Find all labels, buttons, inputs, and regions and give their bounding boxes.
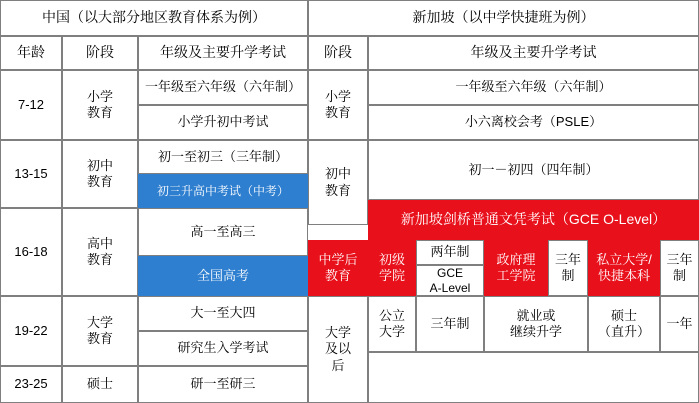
- cn-stage-senior-line2: 教育: [86, 252, 113, 267]
- cn-stage-senior: [62, 208, 138, 296]
- header-grades-sg: 年级及主要升学考试: [368, 36, 699, 70]
- cn-stage-junior-line2: 教育: [86, 174, 113, 189]
- cn-university-exam: 研究生入学考试: [138, 331, 308, 366]
- cn-stage-primary: [62, 70, 138, 140]
- sg-higher-line3: 后: [331, 357, 345, 373]
- cn-stage-primary-line2: 教育: [86, 105, 113, 120]
- sg-poly-line2: 工学院: [496, 268, 536, 283]
- sg-jc-exam: [416, 265, 484, 296]
- sg-jc-line2: 学院: [378, 268, 405, 283]
- sg-primary-grades: 一年级至六年级（六年制）: [368, 70, 699, 105]
- cn-junior-exam: 初三升高中考试（中考）: [138, 174, 308, 208]
- cn-senior-grades: 高一至高三: [138, 208, 308, 256]
- sg-private-years: [660, 240, 699, 296]
- sg-jc-line1: 初级: [378, 251, 405, 267]
- sg-post-secondary-line1: 中学后: [318, 251, 358, 267]
- sg-higher-line1: 大学: [324, 325, 351, 341]
- cn-university-grades: 大一至大四: [138, 296, 308, 331]
- sg-master-line2: （直升）: [597, 324, 650, 339]
- cn-primary-grades: 一年级至六年级（六年制）: [138, 70, 308, 105]
- sg-poly-years: [548, 240, 588, 296]
- sg-polytechnic: [484, 240, 548, 296]
- sg-stage-primary: [308, 70, 368, 140]
- sg-jc-years: 两年制: [416, 240, 484, 265]
- sg-stage-primary-line1: 小学: [324, 88, 351, 104]
- age-master: 23-25: [0, 366, 62, 403]
- sg-poly-years-line1: 三年: [554, 251, 581, 267]
- sg-gce-olevel: 新加坡剑桥普通文凭考试（GCE O-Level）: [368, 200, 699, 240]
- sg-public-uni-line1: 公立: [378, 307, 405, 323]
- sg-stage-junior-line1: 初中: [324, 166, 351, 182]
- sg-master-years: 一年: [660, 296, 699, 352]
- sg-master: [588, 296, 660, 352]
- sg-employment: [484, 296, 588, 352]
- age-primary: 7-12: [0, 70, 62, 140]
- sg-jc-exam-line2: A-Level: [429, 280, 471, 295]
- sg-public-uni-years: 三年制: [416, 296, 484, 352]
- sg-private-line1: 私立大学/: [596, 251, 652, 267]
- sg-bottom-filler: [368, 352, 699, 403]
- cn-stage-university-line1: 大学: [86, 314, 113, 330]
- cn-stage-junior-line1: 初中: [86, 157, 113, 173]
- cn-stage-senior-line1: 高中: [86, 235, 113, 251]
- sg-stage-junior: [308, 140, 368, 225]
- sg-junior-college: [368, 240, 416, 296]
- sg-stage-post-secondary: [308, 240, 368, 296]
- cn-stage-primary-line1: 小学: [86, 88, 113, 104]
- sg-poly-years-line2: 制: [561, 268, 575, 283]
- cn-primary-exam: 小学升初中考试: [138, 105, 308, 140]
- singapore-title: 新加坡（以中学快捷班为例）: [308, 0, 699, 36]
- sg-higher-line2: 及以: [324, 341, 351, 357]
- cn-master-grades: 研一至研三: [138, 366, 308, 403]
- sg-employment-line2: 继续升学: [509, 324, 562, 339]
- sg-jc-exam-line1: GCE: [436, 265, 463, 280]
- sg-private-years-line1: 三年: [666, 251, 693, 267]
- cn-stage-master: 硕士: [62, 366, 138, 403]
- cn-junior-grades: 初一至初三（三年制）: [138, 140, 308, 174]
- cn-stage-university: [62, 296, 138, 366]
- sg-stage-primary-line2: 教育: [324, 105, 351, 120]
- china-title: 中国（以大部分地区教育体系为例）: [0, 0, 308, 36]
- sg-private-line2: 快捷本科: [597, 268, 650, 283]
- header-stage-cn: 阶段: [62, 36, 138, 70]
- sg-junior-grades: 初一－初四（四年制）: [368, 140, 699, 200]
- sg-employment-line1: 就业或: [516, 307, 556, 323]
- sg-public-university: [368, 296, 416, 352]
- sg-stage-junior-line2: 教育: [324, 182, 351, 198]
- cn-stage-university-line2: 教育: [86, 331, 113, 346]
- header-stage-sg: 阶段: [308, 36, 368, 70]
- age-junior: 13-15: [0, 140, 62, 208]
- sg-public-uni-line2: 大学: [378, 324, 405, 339]
- sg-primary-exam: 小六离校会考（PSLE）: [368, 105, 699, 140]
- age-university: 19-22: [0, 296, 62, 366]
- age-senior: 16-18: [0, 208, 62, 296]
- cn-senior-exam: 全国高考: [138, 256, 308, 296]
- header-grades-cn: 年级及主要升学考试: [138, 36, 308, 70]
- sg-stage-higher: [308, 296, 368, 403]
- sg-master-line1: 硕士: [610, 307, 637, 323]
- sg-private-years-line2: 制: [672, 268, 686, 283]
- sg-post-secondary-line2: 教育: [324, 268, 351, 283]
- sg-poly-line1: 政府理: [496, 251, 536, 267]
- sg-private-university: [588, 240, 660, 296]
- cn-stage-junior: [62, 140, 138, 208]
- header-age: 年龄: [0, 36, 62, 70]
